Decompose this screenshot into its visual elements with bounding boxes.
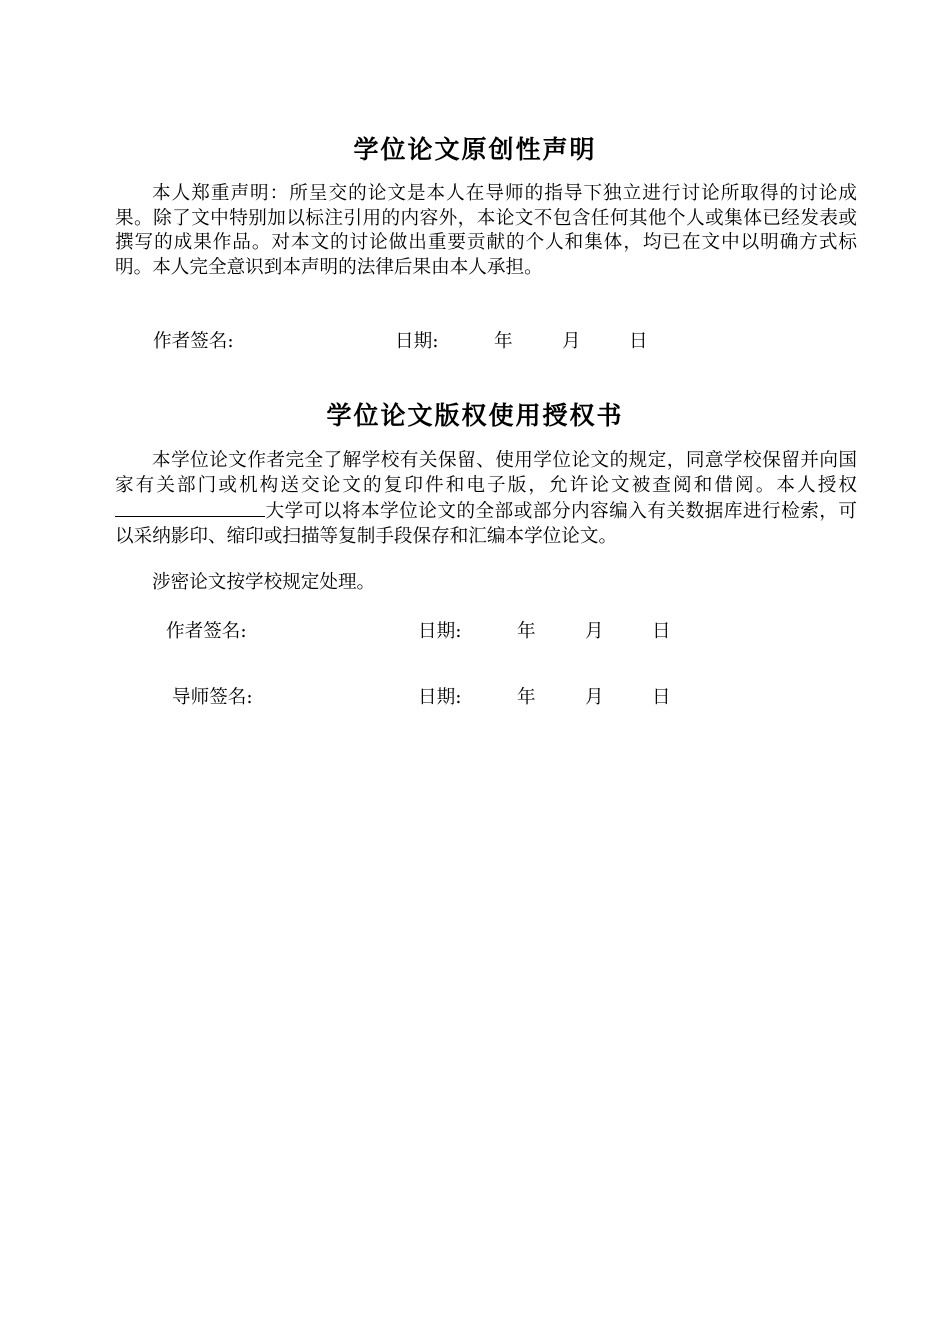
year-label: 年 bbox=[517, 621, 536, 642]
author-signature-label: 作者签名: bbox=[153, 331, 234, 352]
declaration-title: 学位论文原创性声明 bbox=[353, 135, 597, 164]
year-label: 年 bbox=[517, 687, 536, 708]
authorization-title: 学位论文版权使用授权书 bbox=[326, 401, 624, 430]
secret-thesis-note: 涉密论文按学校规定处理。 bbox=[152, 572, 376, 593]
year-label: 年 bbox=[494, 331, 513, 352]
date-label: 日期: bbox=[418, 621, 462, 642]
day-label: 日 bbox=[629, 331, 648, 352]
author-signature-label: 作者签名: bbox=[166, 621, 247, 642]
month-label: 月 bbox=[585, 687, 604, 708]
month-label: 月 bbox=[562, 331, 581, 352]
university-name-blank[interactable] bbox=[115, 498, 265, 517]
date-label: 日期: bbox=[418, 687, 462, 708]
authorization-body bbox=[115, 449, 857, 549]
date-label: 日期: bbox=[395, 331, 439, 352]
day-label: 日 bbox=[652, 687, 671, 708]
declaration-body: 本人郑重声明：所呈交的论文是本人在导师的指导下独立进行讨论所取得的讨论成果。除了文中特别加以标注引用的内容外，本论文不包含任何其他个人或集体已经发表或撰写的成果作品。对本文的讨论做出重要贡献的个人和集体，均已在文中以明确方式标明。本人完全意识到本声明的法律后果由本人承担。 bbox=[115, 183, 857, 278]
supervisor-signature-label: 导师签名: bbox=[172, 687, 253, 708]
month-label: 月 bbox=[585, 621, 604, 642]
authorization-body-start: 本学位论文作者完全了解学校有关保留、使用学位论文的规定，同意学校保留并向国家有关部门或机构送交论文的复印件和电子版，允许论文被查阅和借阅。本人授权 bbox=[115, 450, 857, 496]
day-label: 日 bbox=[652, 621, 671, 642]
authorization-body-end: 大学可以将本学位论文的全部或部分内容编入有关数据库进行检索，可以采纳影印、缩印或扫描等复制手段保存和汇编本学位论文。 bbox=[115, 501, 857, 547]
